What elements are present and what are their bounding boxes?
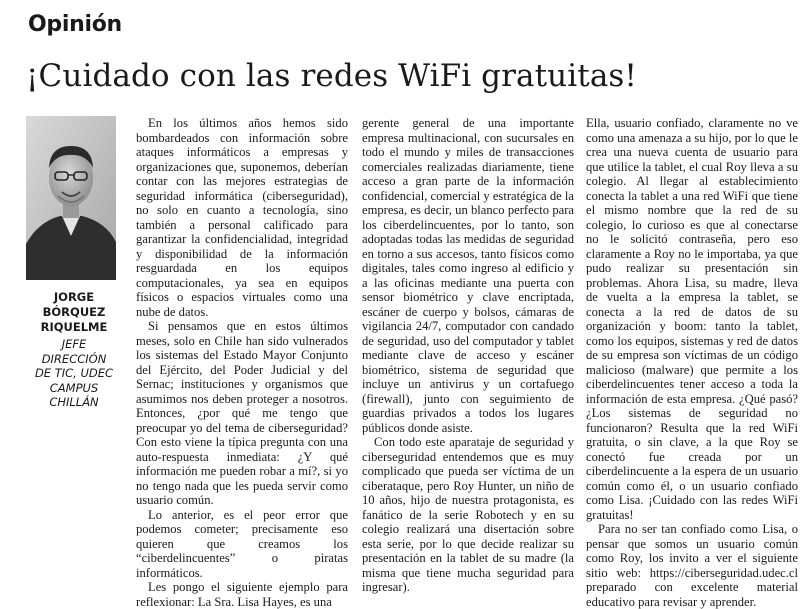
author-role-line: CHILLÁN bbox=[49, 395, 99, 409]
paragraph: Con todo este aparataje de seguridad y ciberseguridad entendemos que es muy complicado que pueda ser víctima de un ciberataque, pero Roy Hunter, un niño de 10 años, hijo de nuestra protagonista, es fanático de la serie Robotech y en su colegio realizará una disertación sobre esta serie, por lo que decide realizar su presentación en la tablet de su madre (la misma que tiene mucha seguridad para ingresar). bbox=[362, 435, 574, 594]
section-label: Opinión bbox=[28, 12, 122, 37]
paragraph: gerente general de una importante empresa multinacional, con sucursales en todo el mundo y miles de transacciones comerciales realizadas diariamente, tiene acceso a gran parte de la información confidencial, comercial y estratégica de la empresa, es decir, un blanco perfecto para los ciberdelincuentes, por lo tanto, son adoptadas todas las medidas de seguridad en torno a sus accesos, tanto físicos como digitales, tales como ingreso al edificio y a las oficinas mediante una puerta con sensor biométrico y clave encriptada, escáner de cuerpo y bolsos, cámaras de vigilancia 24/7, computador con candado de seguridad, uso del computador y tablet mediante clave de acceso y escáner biométrico, sistema de seguridad que incluye un antivirus y un cortafuego (firewall), junto con seguimiento de guardias privados a todos los lugares públicos donde asiste. bbox=[362, 116, 574, 435]
author-role-line: DE TIC, UDEC bbox=[34, 366, 114, 380]
author-name-line: RIQUELME bbox=[40, 320, 108, 334]
author-name-line: JORGE bbox=[53, 290, 95, 304]
author-name-line: BÓRQUEZ bbox=[42, 305, 106, 319]
author-role bbox=[26, 337, 122, 410]
paragraph: Si pensamos que en estos últimos meses, solo en Chile han sido vulnerados los sistemas del Estado Mayor Conjunto del Ejército, del Poder Judicial y del Sernac; instituciones y organismos que asumimos nos deben proteger a nosotros. Entonces, ¿por qué me tengo que preocupar yo del tema de ciberseguridad? Con esto viene la típica pregunta con una auto-respuesta inmediata: ¿Y qué información me pueden robar a mí?, si yo no tengo nada que les pueda servir como usuario común. bbox=[136, 319, 348, 507]
article-column-1 bbox=[136, 116, 348, 609]
article-column-3 bbox=[586, 116, 798, 609]
author-photo bbox=[26, 116, 116, 280]
headline: ¡Cuidado con las redes WiFi gratuitas! bbox=[26, 58, 637, 94]
author-role-line: DIRECCIÓN bbox=[41, 351, 107, 366]
paragraph: Para no ser tan confiado como Lisa, o pensar que somos un usuario común como Roy, los invito a ver el siguiente sitio web: https://ciberseguridad.udec.cl preparado con excelente material educativo para revisar y aprender. bbox=[586, 522, 798, 609]
paragraph: Les pongo el siguiente ejemplo para reflexionar: La Sra. Lisa Hayes, es una bbox=[136, 580, 348, 609]
paragraph: Ella, usuario confiado, claramente no ve como una amenaza a su hijo, por lo que le crea una nueva cuenta de usuario para que utilice la tablet, el cual Roy lleva a su colegio. Al llegar al establecimiento conecta la tablet a una red WiFi que tiene el mismo nombre que la red de su colegio, lo curioso es que al conectarse no le solicitó contraseña, pero eso claramente a Roy no le importaba, ya que pudo realizar su presentación sin problemas. Ahora Lisa, su madre, lleva de vuelta a la empresa la tablet, se conecta a la red de datos de su organización y boom: tanto la tablet, como los equipos, sistemas y red de datos de su empresa son víctimas de un código malicioso (malware) que permite a los ciberdelincuentes tener acceso a toda la información de esta empresa. ¿Qué pasó? ¿Los sistemas de seguridad no funcionaron? Resulta que la red WiFi gratuita, o sin clave, a la que Roy se conectó fue creada por un ciberdelincuente a la espera de un usuario común como él, o un usuario confiado como Lisa. ¡Cuidado con las redes WiFi gratuitas! bbox=[586, 116, 798, 522]
paragraph: En los últimos años hemos sido bombardeados con información sobre ataques informáticos a empresas y organizaciones que, suponemos, deberían contar con las mejores estrategias de seguridad informática (ciberseguridad), no solo en cuanto a tecnología, sino también a personal calificado para garantizar la confidencialidad, integridad y disponibilidad de la información resguardada en los equipos computacionales, ya sea en equipos físicos o espacios virtuales como una nube de datos. bbox=[136, 116, 348, 319]
paragraph: Lo anterior, es el peor error que podemos cometer; precisamente eso quieren que creamos los “ciberdelincuentes” o piratas informáticos. bbox=[136, 507, 348, 580]
author-role-line: CAMPUS bbox=[49, 380, 99, 395]
author-role-line: JEFE bbox=[61, 337, 87, 351]
author-name bbox=[26, 290, 122, 335]
article-column-2 bbox=[362, 116, 574, 595]
